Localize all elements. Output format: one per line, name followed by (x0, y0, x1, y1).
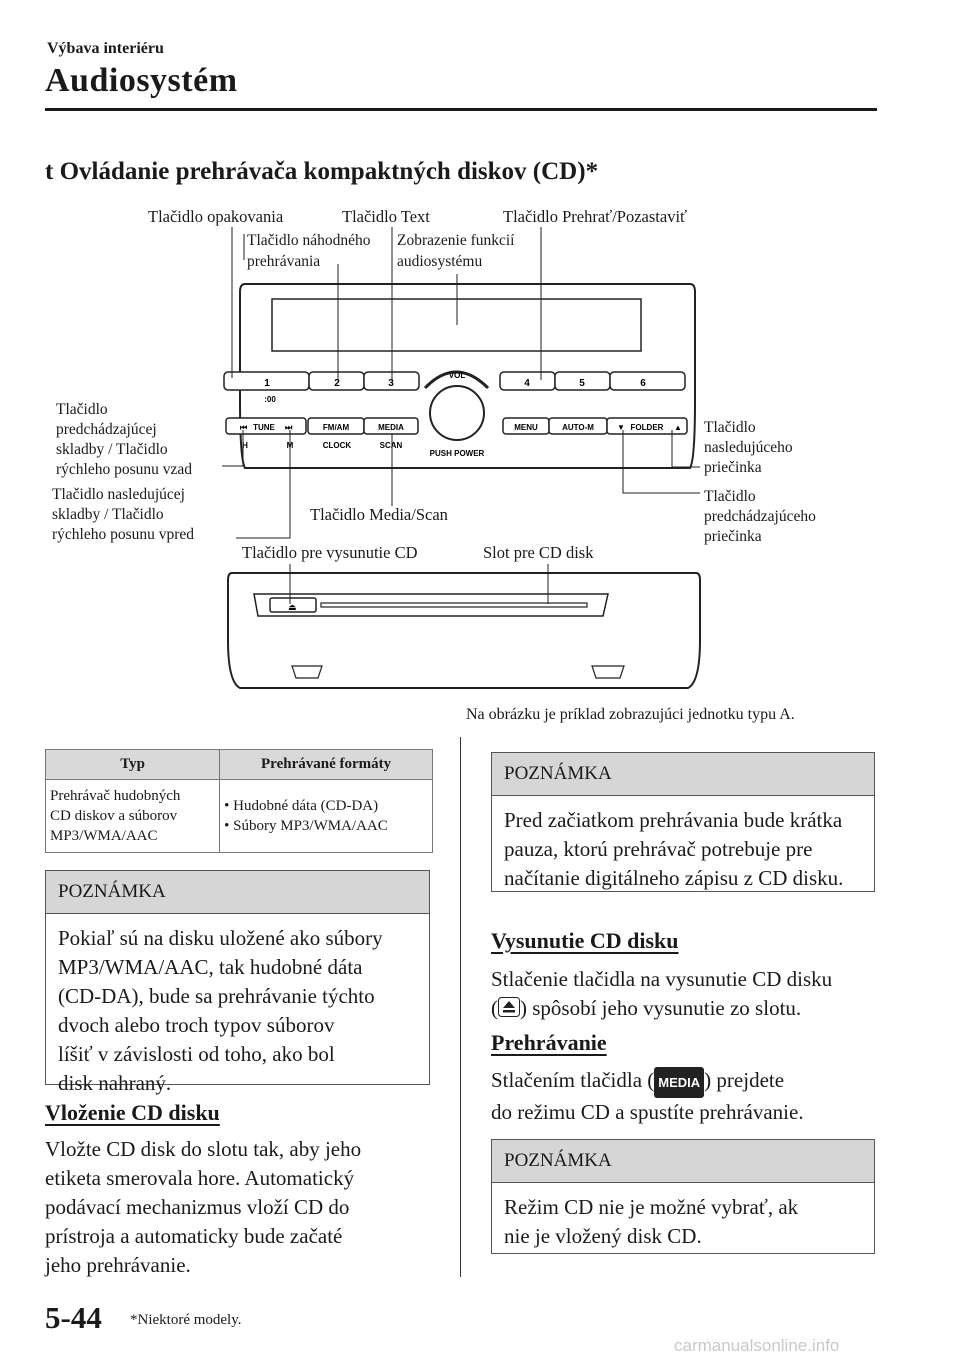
tune-text: TUNE (253, 423, 275, 432)
label-display-2: audiosystému (397, 253, 483, 270)
preset-button-6 (610, 372, 685, 390)
play-line-end: ) prejdete (704, 1068, 785, 1092)
preset-2-text: 2 (334, 378, 340, 389)
page-number: 5-44 (45, 1300, 102, 1335)
label-play-pause: Tlačidlo Prehrať/Pozastaviť (503, 207, 688, 226)
clock-label: CLOCK (322, 441, 352, 450)
play-heading: Prehrávanie (491, 1030, 607, 1055)
autom-text: AUTO-M (562, 423, 594, 432)
column-divider (460, 737, 461, 1277)
label-prev-track-1: Tlačidlo (56, 401, 108, 418)
para-line: etiketa smerovala hore. Automatický (45, 1166, 355, 1190)
folder-down-glyph: ▼ (617, 423, 625, 432)
media-icon: MEDIA (654, 1067, 704, 1098)
eject-icon (498, 996, 520, 1025)
preset-6-text: 6 (640, 378, 646, 389)
volume-label: VOL (448, 371, 466, 380)
eject-glyph: ⏏ (288, 602, 297, 612)
note-line: pauza, ktorú prehrávač potrebuje pre (504, 837, 813, 861)
label-prev-folder-3: priečinka (704, 528, 762, 545)
table-cell-formats (220, 780, 433, 853)
format-table (45, 749, 433, 853)
preset-3-text: 3 (388, 378, 394, 389)
eject-line-rest: ) spôsobí jeho vysunutie zo slotu. (520, 996, 802, 1020)
bracket-left (292, 666, 322, 678)
note-body (492, 1183, 874, 1261)
para-line: podávací mechanizmus vloží CD do (45, 1195, 350, 1219)
label-random-1: Tlačidlo náhodného (247, 232, 371, 249)
prev-track-glyph: ⏮ (240, 423, 248, 432)
page-title: Audiosystém (45, 62, 238, 99)
eject-heading: Vysunutie CD disku (491, 928, 679, 953)
volume-knob (430, 386, 484, 440)
note-line: Režim CD nie je možné vybrať, ak (504, 1195, 799, 1219)
note-line: Pred začiatkom prehrávania bude krátka (504, 808, 843, 832)
diagram-caption: Na obrázku je príklad zobrazujúci jednotku typu A. (466, 706, 795, 723)
section-header: Výbava interiéru (47, 40, 164, 57)
label-next-folder-2: nasledujúceho (704, 439, 793, 456)
label-next-track-1: Tlačidlo nasledujúcej (52, 486, 185, 503)
eject-paragraph (491, 965, 832, 1025)
note-line: nie je vložený disk CD. (504, 1224, 702, 1248)
note-title: POZNÁMKA (492, 753, 874, 796)
label-next-folder-1: Tlačidlo (704, 419, 756, 436)
table-header-formats: Prehrávané formáty (220, 750, 433, 780)
para-line: Stlačenie tlačidla na vysunutie CD disku (491, 967, 833, 991)
insert-heading: Vloženie CD disku (45, 1100, 220, 1125)
preset-1-text: 1 (264, 378, 270, 389)
note-line: líšiť v závislosti od toho, ako bol (58, 1042, 335, 1066)
label-media-scan: Tlačidlo Media/Scan (310, 505, 448, 524)
format-line: • Hudobné dáta (CD-DA) (224, 798, 379, 814)
note-body (46, 914, 429, 1108)
fmam-text: FM/AM (322, 423, 350, 432)
label-repeat: Tlačidlo opakovania (148, 207, 284, 226)
type-line: Prehrávač hudobných (50, 788, 181, 804)
note-line: (CD-DA), bude sa prehrávanie týchto (58, 984, 375, 1008)
label-display-1: Zobrazenie funkcií (397, 232, 515, 249)
insert-paragraph (45, 1135, 361, 1280)
minute-label: M (286, 441, 294, 450)
format-line: • Súbory MP3/WMA/AAC (224, 818, 388, 834)
folder-text: FOLDER (630, 423, 664, 432)
label-next-track-2: skladby / Tlačidlo (52, 506, 164, 523)
cd-slot (321, 603, 587, 607)
note-line: načítanie digitálneho zápisu z CD disku. (504, 866, 844, 890)
table-row (46, 780, 433, 853)
section-title: t Ovládanie prehrávača kompaktných diskov (CD)* (45, 158, 599, 185)
label-prev-folder-2: predchádzajúceho (704, 508, 816, 525)
play-paragraph (491, 1066, 804, 1127)
label-random-2: prehrávania (247, 253, 321, 270)
footnote: *Niektoré modely. (130, 1312, 242, 1328)
preset-4-text: 4 (524, 378, 530, 389)
push-power-label: PUSH POWER (429, 449, 485, 458)
preset-5-text: 5 (579, 378, 585, 389)
paren-open: ( (491, 996, 498, 1020)
table-header-type: Typ (46, 750, 220, 780)
label-text: Tlačidlo Text (342, 207, 430, 226)
label-slot: Slot pre CD disk (483, 543, 594, 562)
folder-up-glyph: ▲ (674, 423, 682, 432)
para-line: do režimu CD a spustíte prehrávanie. (491, 1099, 804, 1124)
next-track-glyph: ⏭ (285, 423, 293, 432)
type-line: CD diskov a súborov (50, 808, 178, 824)
note-title: POZNÁMKA (492, 1140, 874, 1183)
scan-label: SCAN (379, 441, 403, 450)
note-line: dvoch alebo troch typov súborov (58, 1013, 335, 1037)
label-prev-track-3: skladby / Tlačidlo (56, 441, 168, 458)
label-prev-track-2: predchádzajúcej (56, 421, 157, 438)
watermark: carmanualsonline.info (674, 1336, 840, 1355)
note-line: MP3/WMA/AAC, tak hudobné dáta (58, 955, 363, 979)
note-body (492, 796, 874, 903)
note-line: disk nahraný. (58, 1071, 172, 1095)
hour-label: H (242, 441, 248, 450)
label-eject: Tlačidlo pre vysunutie CD (242, 543, 418, 562)
para-line: Vložte CD disk do slotu tak, aby jeho (45, 1137, 362, 1161)
preset-1-sub: :00 (264, 395, 276, 404)
label-next-track-3: rýchleho posunu vpred (52, 526, 195, 543)
label-prev-folder-1: Tlačidlo (704, 488, 756, 505)
note-box-3 (491, 1139, 875, 1254)
media-text: MEDIA (378, 423, 404, 432)
note-box-1 (45, 870, 430, 1095)
para-line: jeho prehrávanie. (45, 1253, 191, 1277)
play-line-start: Stlačením tlačidla ( (491, 1068, 655, 1092)
label-prev-track-4: rýchleho posunu vzad (56, 461, 193, 478)
menu-text: MENU (514, 423, 538, 432)
bracket-right (592, 666, 624, 678)
table-cell-type (46, 780, 220, 853)
note-box-2 (491, 752, 875, 892)
para-line (491, 994, 832, 1025)
para-line (491, 1066, 804, 1098)
note-line: Pokiaľ sú na disku uložené ako súbory (58, 926, 383, 950)
type-line: MP3/WMA/AAC (50, 828, 158, 844)
label-next-folder-3: priečinka (704, 459, 762, 476)
para-line: prístroja a automaticky bude začaté (45, 1224, 343, 1248)
note-title: POZNÁMKA (46, 871, 429, 914)
